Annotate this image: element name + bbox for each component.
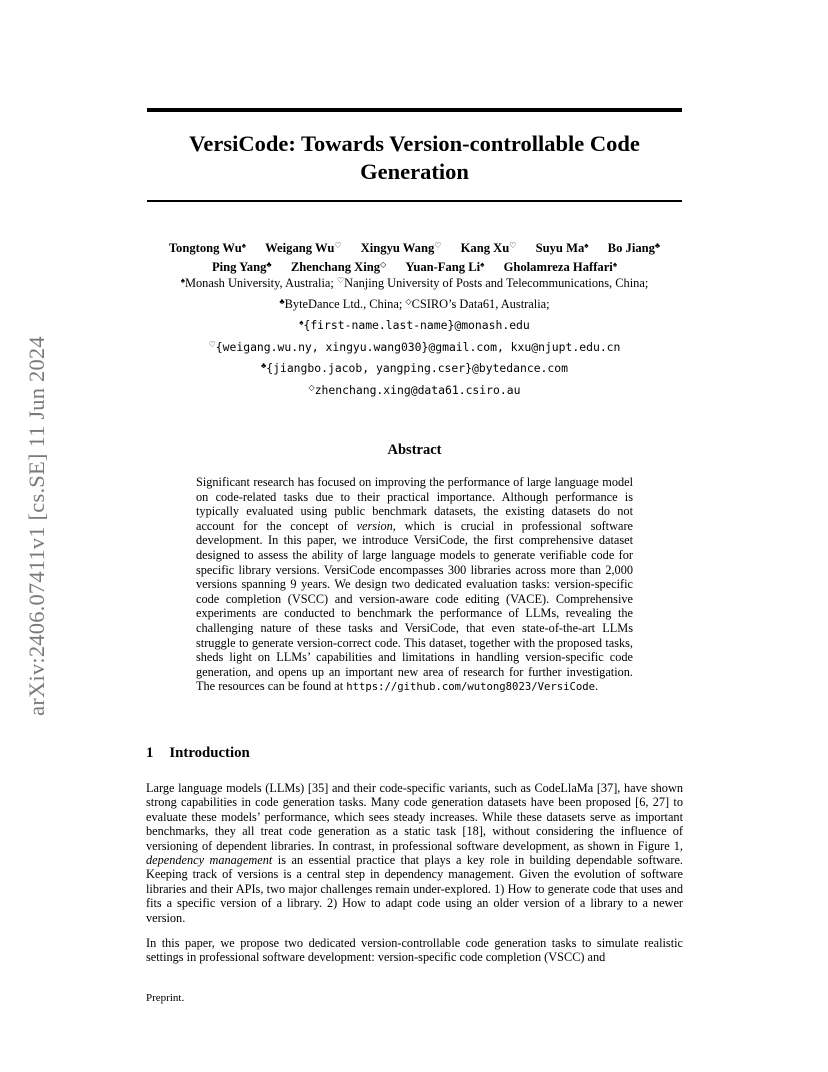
author: Gholamreza Haffari♠ bbox=[503, 259, 618, 274]
email-line: ♡{weigang.wu.ny, xingyu.wang030}@gmail.com, kxu@njupt.edu.cn bbox=[208, 340, 621, 354]
affiliation-line: ♣ByteDance Ltd., China; ◇CSIRO’s Data61, Australia; bbox=[279, 297, 550, 311]
email-line: ◇zhenchang.xing@data61.csiro.au bbox=[308, 383, 521, 397]
author: Yuan-Fang Li♠ bbox=[405, 259, 485, 274]
email-line: ♣{jiangbo.jacob, yangping.cser}@bytedance.com bbox=[261, 361, 568, 375]
author: Tongtong Wu♠ bbox=[168, 241, 246, 255]
author-list bbox=[140, 238, 689, 275]
intro-paragraph: In this paper, we propose two dedicated version-controllable code generation tasks to simulate realistic settings in professional software development: version-specific code completion (VSCC) and bbox=[146, 936, 683, 965]
repo-link[interactable]: https://github.com/wutong8023/VersiCode bbox=[346, 681, 595, 694]
title-rule-bottom bbox=[147, 200, 682, 202]
author: Zhenchang Xing◇ bbox=[290, 259, 387, 274]
author: Xingyu Wang♡ bbox=[360, 241, 442, 255]
footer-preprint: Preprint. bbox=[146, 992, 185, 1004]
email-line: ♠{first-name.last-name}@monash.edu bbox=[299, 318, 530, 332]
author: Weigang Wu♡ bbox=[265, 241, 342, 255]
abstract-heading: Abstract bbox=[387, 442, 442, 458]
author: Kang Xu♡ bbox=[460, 241, 517, 255]
arxiv-stamp: arXiv:2406.07411v1 [cs.SE] 11 Jun 2024 bbox=[24, 336, 49, 716]
author: Suyu Ma♠ bbox=[535, 241, 589, 255]
paper-title: VersiCode: Towards Version-controllable Code Generation bbox=[189, 131, 640, 184]
abstract-text: Significant research has focused on improving the performance of large language model on code-related tasks due to their practical importance. Although performance is typically evaluated using public benchmark datasets, the existing datasets do not account for the concept of version, which is crucial in professional software development. In this paper, we introduce VersiCode, the first comprehensive dataset designed to assess the ability of large language models to generate verifiable code for specific library versions. VersiCode encompasses 300 libraries across more than 2,000 versions spanning 9 years. We design two dedicated evaluation tasks: version-specific code completion (VSCC) and version-aware code editing (VACE). Comprehensive experiments are conducted to benchmark the performance of LLMs, revealing the challenging nature of these tasks and VersiCode, that even state-of-the-art LLMs struggle to generate version-correct code. This dataset, together with the proposed tasks, sheds light on LLMs’ capabilities and limitations in handling version-specific code generation, and opens up an important new area of research for further investigation. The resources can be found at https://github.com/wutong8023/VersiCode. bbox=[196, 475, 633, 694]
section-heading: 1 Introduction bbox=[146, 745, 250, 761]
intro-paragraph: Large language models (LLMs) [35] and their code-specific variants, such as CodeLlaMa [37], have shown strong capabilities in code generation tasks. Many code generation datasets have been proposed [6, 27] to evaluate these models’ performance, which sees steady increases. While these datasets serve as important benchmarks, they all treat code generation as a static task [18], without considering the influence of versioning of dependent libraries. In contrast, in professional software development, as shown in Figure 1, dependency management is an essential practice that plays a key role in building dependable software. Keeping track of versions is a central step in dependency management. Given the evolution of software libraries and their APIs, two major challenges remain under-explored. 1) How to generate code that uses and fits a specific version of a library. 2) How to adapt code using an older version of a library to a newer version. bbox=[146, 781, 683, 925]
author: Ping Yang♣ bbox=[211, 259, 272, 274]
author: Bo Jiang♣ bbox=[607, 241, 661, 255]
title-rule-top bbox=[147, 108, 682, 112]
affiliation-line: ♠Monash University, Australia; ♡Nanjing University of Posts and Telecommunications, China; bbox=[180, 276, 649, 290]
